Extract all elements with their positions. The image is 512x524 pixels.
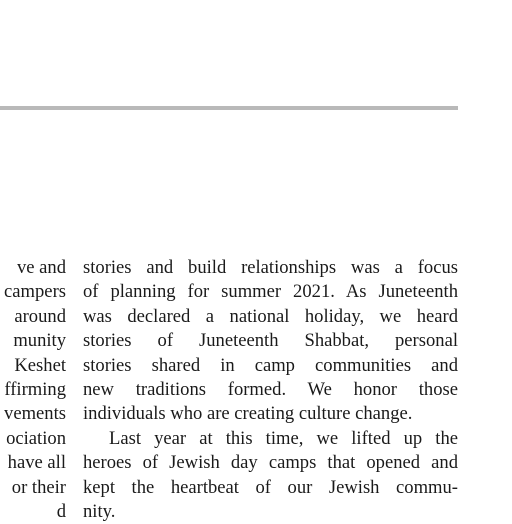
left-column-line: munity xyxy=(13,330,66,352)
body-text-line: stories of Juneteenth Shabbat, personal xyxy=(83,330,458,352)
left-column-line: or their xyxy=(11,476,66,498)
header-divider-rule xyxy=(0,106,458,110)
left-text-column xyxy=(0,256,66,524)
body-text-line: heroes of Jewish day camps that opened and xyxy=(83,452,458,474)
body-text-line: was declared a national holiday, we heard xyxy=(83,305,458,327)
left-column-line: campers xyxy=(4,281,66,303)
body-text-line: nity. xyxy=(83,500,116,522)
left-column-line: ociation xyxy=(6,427,66,449)
body-text-line: new traditions formed. We honor those xyxy=(83,378,458,400)
body-text-line: stories shared in camp communities and xyxy=(83,354,458,376)
body-text-line: kept the heartbeat of our Jewish commu- xyxy=(83,476,458,498)
left-column-line: vements xyxy=(4,403,66,425)
left-column-line: Keshet xyxy=(14,354,66,376)
body-text-line: stories and build relationships was a focus xyxy=(83,257,458,278)
left-column-line: ffirming xyxy=(4,378,66,400)
body-text-line: of planning for summer 2021. As Juneteenth xyxy=(83,281,458,303)
paragraph-first-line: Last year at this time, we lifted up the xyxy=(109,427,458,449)
left-column-line: around xyxy=(14,305,66,327)
left-column-line: d xyxy=(56,500,66,522)
left-column-line: have all xyxy=(7,452,66,474)
body-text-line: individuals who are creating culture change. xyxy=(83,403,413,425)
left-column-line: ve and xyxy=(16,257,66,278)
right-text-column xyxy=(83,256,458,524)
